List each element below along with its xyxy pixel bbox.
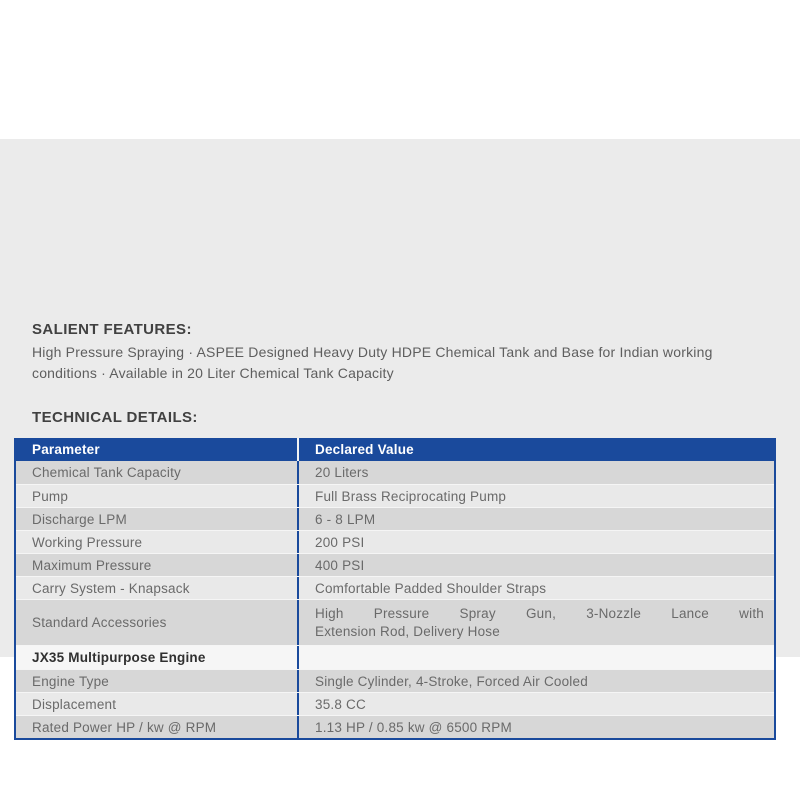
table-row-engine-type xyxy=(16,669,774,692)
table-row-pump xyxy=(16,484,774,507)
salient-features-line2: conditions · Available in 20 Liter Chemical Tank Capacity xyxy=(32,365,394,381)
table-row-standard-accessories xyxy=(16,599,774,645)
value-cell: 200 PSI xyxy=(297,531,774,553)
value-cell: Comfortable Padded Shoulder Straps xyxy=(297,577,774,599)
salient-features-heading: SALIENT FEATURES: xyxy=(32,321,192,338)
parameter-cell: Displacement xyxy=(32,696,117,712)
column-header-declared-value: Declared Value xyxy=(297,438,774,461)
table-body xyxy=(16,461,774,738)
value-cell: 1.13 HP / 0.85 kw @ 6500 RPM xyxy=(297,716,774,738)
parameter-cell: Chemical Tank Capacity xyxy=(32,465,181,480)
technical-details-table xyxy=(14,438,776,740)
subheader-label: JX35 Multipurpose Engine xyxy=(32,650,206,665)
parameter-cell: Maximum Pressure xyxy=(32,557,152,573)
parameter-cell: Carry System - Knapsack xyxy=(32,580,190,596)
table-row-working-pressure xyxy=(16,530,774,553)
value-line1: High Pressure Spray Gun, 3-Nozzle Lance with xyxy=(315,606,764,621)
table-row-rated-power xyxy=(16,715,774,738)
value-cell: 20 Liters xyxy=(297,461,774,484)
table-row-carry-system xyxy=(16,576,774,599)
value-cell: Single Cylinder, 4-Stroke, Forced Air Cooled xyxy=(297,670,774,692)
parameter-cell: Discharge LPM xyxy=(32,511,127,527)
value-cell: 6 - 8 LPM xyxy=(297,508,774,530)
salient-features-line1: High Pressure Spraying · ASPEE Designed Heavy Duty HDPE Chemical Tank and Base for Indian working xyxy=(32,344,713,360)
table-row-chemical-tank-capacity xyxy=(16,461,774,484)
content-band xyxy=(0,139,800,735)
value-line2: Extension Rod, Delivery Hose xyxy=(315,624,500,639)
value-cell: 400 PSI xyxy=(297,554,774,576)
table-row-displacement xyxy=(16,692,774,715)
table-row-maximum-pressure xyxy=(16,553,774,576)
parameter-cell: Engine Type xyxy=(32,673,110,689)
column-header-parameter: Parameter xyxy=(32,442,100,457)
technical-details-heading: TECHNICAL DETAILS: xyxy=(32,409,198,426)
value-cell: Full Brass Reciprocating Pump xyxy=(297,485,774,507)
parameter-cell: Pump xyxy=(32,488,69,504)
value-cell xyxy=(297,600,774,645)
salient-features-text xyxy=(32,342,780,384)
parameter-cell: Working Pressure xyxy=(32,534,143,550)
parameter-cell: Rated Power HP / kw @ RPM xyxy=(32,719,217,735)
table-header-row xyxy=(16,438,774,461)
value-cell: 35.8 CC xyxy=(297,693,774,715)
table-row-discharge-lpm xyxy=(16,507,774,530)
subheader-empty-cell xyxy=(297,646,774,669)
parameter-cell: Standard Accessories xyxy=(32,615,167,630)
table-subheader-jx35-engine xyxy=(16,645,774,669)
